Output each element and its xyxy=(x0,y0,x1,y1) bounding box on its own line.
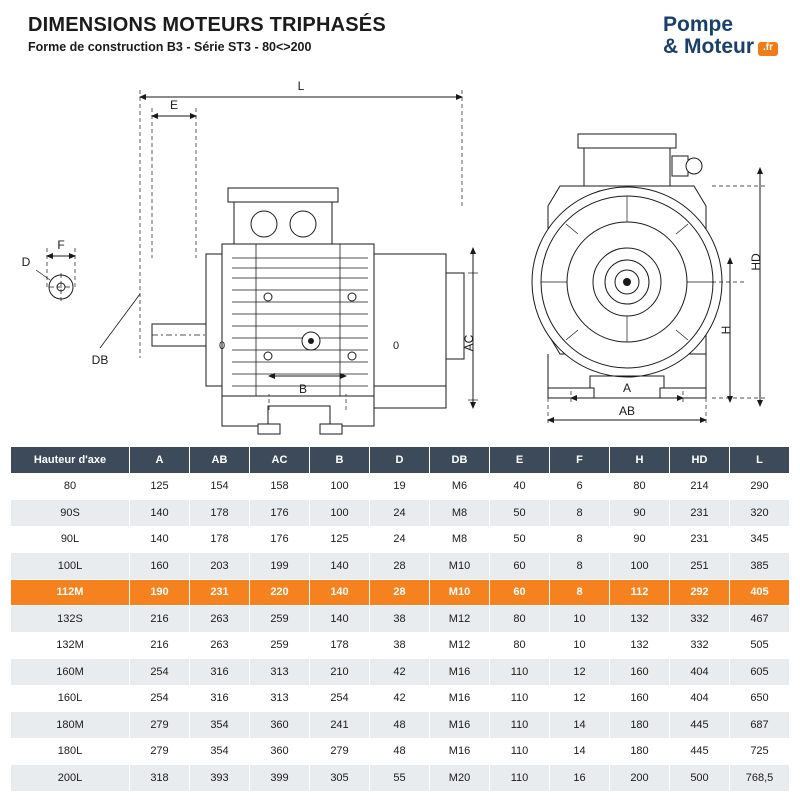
cell-b: 305 xyxy=(310,765,370,792)
cell-a: 318 xyxy=(130,765,190,792)
svg-text:E: E xyxy=(169,98,179,112)
cell-ac: 176 xyxy=(250,526,310,553)
cell-d: 38 xyxy=(370,606,430,633)
cell-db: M10 xyxy=(430,579,490,606)
cell-l: 385 xyxy=(730,553,790,580)
cell-l: 650 xyxy=(730,685,790,712)
cell-f: 12 xyxy=(550,685,610,712)
svg-text:0: 0 xyxy=(392,340,400,352)
cell-db: M16 xyxy=(430,712,490,739)
page-title: DIMENSIONS MOTEURS TRIPHASÉS xyxy=(28,14,386,36)
column-header-db: DB xyxy=(430,447,490,474)
cell-f: 14 xyxy=(550,712,610,739)
dimensions-table-wrap xyxy=(10,446,790,792)
cell-e: 60 xyxy=(490,579,550,606)
table-row[interactable] xyxy=(11,685,790,712)
cell-ab: 154 xyxy=(190,473,250,500)
cell-db: M20 xyxy=(430,765,490,792)
cell-l: 725 xyxy=(730,738,790,765)
cell-hauteur-daxe: 132S xyxy=(11,606,130,633)
cell-h: 100 xyxy=(610,553,670,580)
cell-a: 216 xyxy=(130,606,190,633)
svg-text:H: H xyxy=(719,325,733,335)
cell-h: 90 xyxy=(610,526,670,553)
table-row[interactable] xyxy=(11,659,790,686)
dimensions-table xyxy=(10,446,790,792)
cell-l: 467 xyxy=(730,606,790,633)
column-header-b: B xyxy=(310,447,370,474)
cell-ab: 263 xyxy=(190,632,250,659)
cell-f: 8 xyxy=(550,579,610,606)
cell-l: 345 xyxy=(730,526,790,553)
cell-ac: 360 xyxy=(250,738,310,765)
cell-h: 160 xyxy=(610,659,670,686)
table-row[interactable] xyxy=(11,632,790,659)
cell-hauteur-daxe: 180L xyxy=(11,738,130,765)
cell-hd: 445 xyxy=(670,738,730,765)
cell-l: 687 xyxy=(730,712,790,739)
column-header-l: L xyxy=(730,447,790,474)
cell-hd: 500 xyxy=(670,765,730,792)
cell-h: 112 xyxy=(610,579,670,606)
column-header-a: A xyxy=(130,447,190,474)
cell-e: 50 xyxy=(490,526,550,553)
cell-d: 48 xyxy=(370,712,430,739)
cell-ab: 354 xyxy=(190,712,250,739)
cell-d: 28 xyxy=(370,553,430,580)
column-header-f: F xyxy=(550,447,610,474)
svg-text:L: L xyxy=(297,79,305,93)
cell-db: M8 xyxy=(430,526,490,553)
svg-text:A: A xyxy=(622,381,632,395)
cell-ac: 313 xyxy=(250,659,310,686)
cell-e: 60 xyxy=(490,553,550,580)
cell-f: 10 xyxy=(550,606,610,633)
svg-text:F: F xyxy=(57,238,65,252)
cell-hauteur-daxe: 112M xyxy=(11,579,130,606)
table-row[interactable] xyxy=(11,579,790,606)
cell-d: 24 xyxy=(370,500,430,527)
technical-drawing xyxy=(0,58,800,438)
svg-text:0: 0 xyxy=(218,340,226,352)
cell-ab: 178 xyxy=(190,500,250,527)
column-header-h: H xyxy=(610,447,670,474)
cell-h: 80 xyxy=(610,473,670,500)
cell-hauteur-daxe: 80 xyxy=(11,473,130,500)
cell-ac: 199 xyxy=(250,553,310,580)
cell-a: 140 xyxy=(130,526,190,553)
cell-hd: 231 xyxy=(670,500,730,527)
cell-b: 241 xyxy=(310,712,370,739)
cell-ac: 259 xyxy=(250,606,310,633)
table-row[interactable] xyxy=(11,473,790,500)
svg-text:AC: AC xyxy=(462,334,476,352)
cell-e: 110 xyxy=(490,685,550,712)
cell-h: 90 xyxy=(610,500,670,527)
table-row[interactable] xyxy=(11,606,790,633)
cell-ab: 354 xyxy=(190,738,250,765)
cell-f: 10 xyxy=(550,632,610,659)
cell-h: 200 xyxy=(610,765,670,792)
cell-a: 254 xyxy=(130,685,190,712)
cell-d: 42 xyxy=(370,659,430,686)
cell-e: 80 xyxy=(490,606,550,633)
cell-l: 605 xyxy=(730,659,790,686)
cell-l: 505 xyxy=(730,632,790,659)
cell-h: 180 xyxy=(610,712,670,739)
cell-b: 279 xyxy=(310,738,370,765)
svg-text:D: D xyxy=(21,255,31,269)
logo-line-2-wrap xyxy=(663,36,778,58)
cell-f: 8 xyxy=(550,500,610,527)
cell-d: 55 xyxy=(370,765,430,792)
cell-ab: 316 xyxy=(190,685,250,712)
cell-b: 100 xyxy=(310,473,370,500)
cell-h: 160 xyxy=(610,685,670,712)
cell-ab: 393 xyxy=(190,765,250,792)
column-header-hauteur-daxe: Hauteur d'axe xyxy=(11,447,130,474)
cell-b: 178 xyxy=(310,632,370,659)
page-subtitle: Forme de construction B3 - Série ST3 - 80<>200 xyxy=(28,40,312,54)
svg-text:AB: AB xyxy=(618,404,636,418)
table-row[interactable] xyxy=(11,526,790,553)
column-header-ac: AC xyxy=(250,447,310,474)
table-row[interactable] xyxy=(11,738,790,765)
cell-hd: 251 xyxy=(670,553,730,580)
cell-ab: 231 xyxy=(190,579,250,606)
cell-h: 180 xyxy=(610,738,670,765)
cell-d: 19 xyxy=(370,473,430,500)
cell-hauteur-daxe: 180M xyxy=(11,712,130,739)
cell-db: M12 xyxy=(430,606,490,633)
cell-l: 290 xyxy=(730,473,790,500)
column-header-e: E xyxy=(490,447,550,474)
cell-b: 140 xyxy=(310,579,370,606)
cell-f: 6 xyxy=(550,473,610,500)
cell-db: M16 xyxy=(430,659,490,686)
cell-hd: 445 xyxy=(670,712,730,739)
cell-ac: 399 xyxy=(250,765,310,792)
cell-db: M16 xyxy=(430,685,490,712)
brand-logo xyxy=(663,14,778,58)
cell-e: 110 xyxy=(490,738,550,765)
cell-f: 16 xyxy=(550,765,610,792)
cell-a: 140 xyxy=(130,500,190,527)
cell-d: 48 xyxy=(370,738,430,765)
cell-hauteur-daxe: 200L xyxy=(11,765,130,792)
cell-e: 110 xyxy=(490,712,550,739)
cell-ab: 316 xyxy=(190,659,250,686)
cell-a: 279 xyxy=(130,712,190,739)
cell-db: M12 xyxy=(430,632,490,659)
cell-a: 125 xyxy=(130,473,190,500)
cell-f: 8 xyxy=(550,526,610,553)
svg-text:HD: HD xyxy=(749,253,763,271)
table-row[interactable] xyxy=(11,500,790,527)
cell-hd: 332 xyxy=(670,632,730,659)
cell-db: M6 xyxy=(430,473,490,500)
cell-b: 140 xyxy=(310,606,370,633)
cell-hd: 214 xyxy=(670,473,730,500)
cell-d: 28 xyxy=(370,579,430,606)
column-header-hd: HD xyxy=(670,447,730,474)
cell-hauteur-daxe: 160M xyxy=(11,659,130,686)
cell-a: 216 xyxy=(130,632,190,659)
cell-l: 405 xyxy=(730,579,790,606)
table-row[interactable] xyxy=(11,712,790,739)
cell-hd: 292 xyxy=(670,579,730,606)
cell-a: 160 xyxy=(130,553,190,580)
cell-l: 768,5 xyxy=(730,765,790,792)
cell-e: 50 xyxy=(490,500,550,527)
cell-hd: 332 xyxy=(670,606,730,633)
logo-line-2: & Moteur xyxy=(663,35,754,59)
svg-text:B: B xyxy=(298,382,308,396)
column-header-ab: AB xyxy=(190,447,250,474)
cell-hauteur-daxe: 90L xyxy=(11,526,130,553)
cell-b: 100 xyxy=(310,500,370,527)
cell-b: 254 xyxy=(310,685,370,712)
cell-b: 125 xyxy=(310,526,370,553)
cell-ac: 176 xyxy=(250,500,310,527)
cell-hauteur-daxe: 90S xyxy=(11,500,130,527)
cell-l: 320 xyxy=(730,500,790,527)
cell-h: 132 xyxy=(610,632,670,659)
table-body xyxy=(11,473,790,791)
cell-ab: 263 xyxy=(190,606,250,633)
cell-d: 42 xyxy=(370,685,430,712)
cell-e: 110 xyxy=(490,765,550,792)
cell-hd: 231 xyxy=(670,526,730,553)
cell-e: 80 xyxy=(490,632,550,659)
table-header-row xyxy=(11,447,790,474)
cell-db: M8 xyxy=(430,500,490,527)
cell-e: 110 xyxy=(490,659,550,686)
svg-text:DB: DB xyxy=(91,353,109,367)
logo-line-1: Pompe xyxy=(663,13,734,36)
cell-b: 210 xyxy=(310,659,370,686)
table-row[interactable] xyxy=(11,765,790,792)
cell-f: 8 xyxy=(550,553,610,580)
title-block xyxy=(28,14,386,54)
cell-hauteur-daxe: 100L xyxy=(11,553,130,580)
cell-hd: 404 xyxy=(670,659,730,686)
cell-ac: 259 xyxy=(250,632,310,659)
cell-ab: 203 xyxy=(190,553,250,580)
cell-f: 12 xyxy=(550,659,610,686)
cell-db: M16 xyxy=(430,738,490,765)
logo-fr-badge: .fr xyxy=(758,42,778,56)
cell-h: 132 xyxy=(610,606,670,633)
cell-ac: 158 xyxy=(250,473,310,500)
cell-d: 38 xyxy=(370,632,430,659)
cell-a: 254 xyxy=(130,659,190,686)
cell-hd: 404 xyxy=(670,685,730,712)
table-row[interactable] xyxy=(11,553,790,580)
cell-ac: 220 xyxy=(250,579,310,606)
cell-a: 190 xyxy=(130,579,190,606)
cell-f: 14 xyxy=(550,738,610,765)
column-header-d: D xyxy=(370,447,430,474)
cell-hauteur-daxe: 160L xyxy=(11,685,130,712)
cell-db: M10 xyxy=(430,553,490,580)
table-head xyxy=(11,447,790,474)
cell-ab: 178 xyxy=(190,526,250,553)
cell-e: 40 xyxy=(490,473,550,500)
cell-a: 279 xyxy=(130,738,190,765)
cell-b: 140 xyxy=(310,553,370,580)
cell-ac: 313 xyxy=(250,685,310,712)
cell-d: 24 xyxy=(370,526,430,553)
cell-ac: 360 xyxy=(250,712,310,739)
cell-hauteur-daxe: 132M xyxy=(11,632,130,659)
